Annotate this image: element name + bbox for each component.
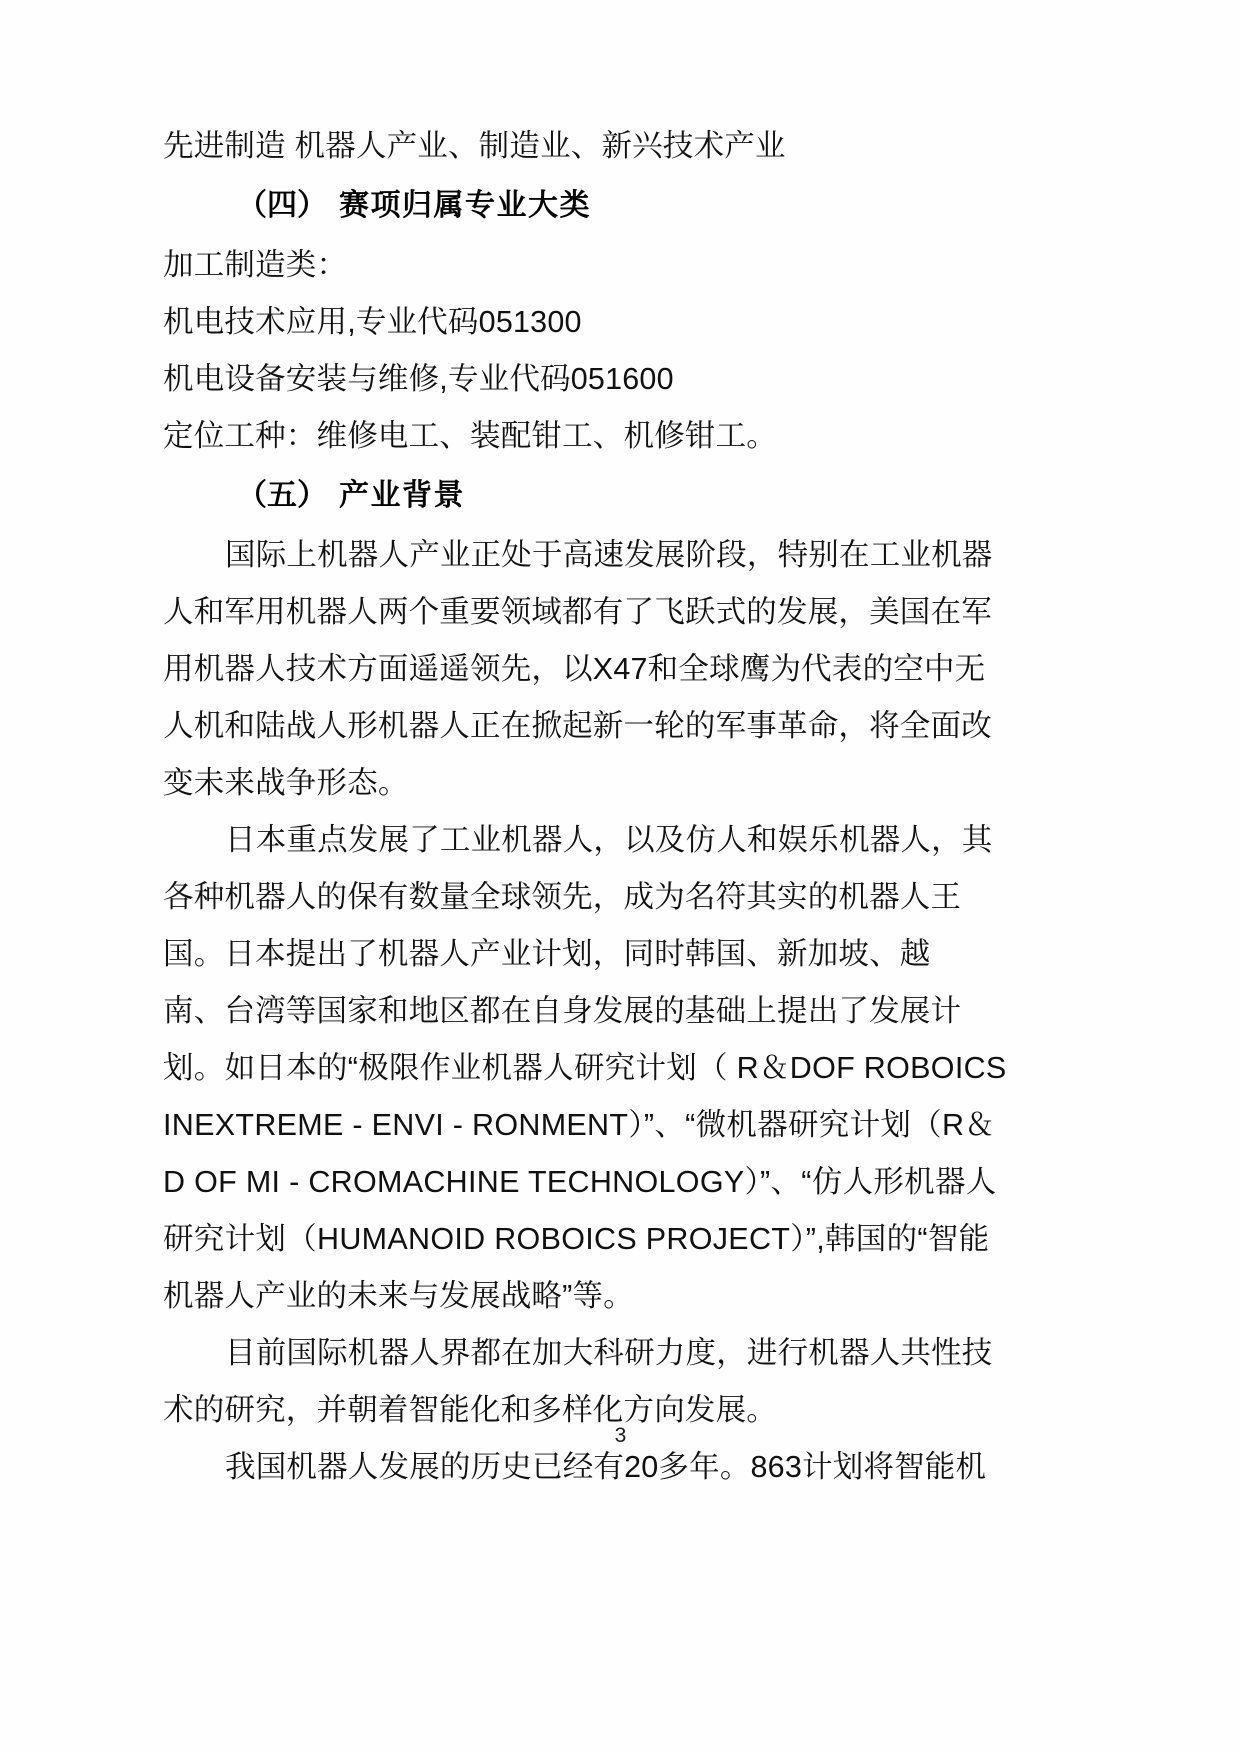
section-heading-5 [163,465,938,527]
document-body [163,118,1007,1496]
text-line: D OF MI - CROMACHINE TECHNOLOGY）”、“仿人形机器人 [163,1165,997,1199]
text-line: 变未来战争形态。 [163,766,409,800]
text-line: 我国机器人发展的历史已经有20多年。863计划将智能机 [225,1450,987,1484]
text-line: 机电技术应用,专业代码051300 [163,305,582,339]
text-line: 各种机器人的保有数量全球领先，成为名符其实的机器人王 [163,880,962,914]
text-line: 划。如日本的“极限作业机器人研究计划（ R＆DOF ROBOICS [163,1051,1007,1085]
text-line: 用机器人技术方面遥遥领先，以X47和全球鹰为代表的空中无 [163,652,986,686]
section-title: 赛项归属专业大类 [339,189,591,222]
text-line: 定位工种：维修电工、装配钳工、机修钳工。 [163,419,777,453]
page-number: 3 [614,1424,627,1447]
section-heading-4 [163,175,938,237]
text-line: 术的研究，并朝着智能化和多样化方向发展。 [163,1393,777,1427]
section-number: （五） [237,479,327,512]
text-line: 国。日本提出了机器人产业计划，同时韩国、新加坡、越 [163,937,931,971]
text-line: 人机和陆战人形机器人正在掀起新一轮的军事革命，将全面改 [163,709,992,743]
text-line: 目前国际机器人界都在加大科研力度，进行机器人共性技 [225,1336,993,1370]
text-line: 国际上机器人产业正处于高速发展阶段，特别在工业机器 [225,538,993,572]
section-number: （四） [237,189,327,222]
text-line: 先进制造 机器人产业、制造业、新兴技术产业 [163,129,786,163]
text-line: 人和军用机器人两个重要领域都有了飞跃式的发展，美国在军 [163,595,992,629]
text-line: 机器人产业的未来与发展战略”等。 [163,1279,634,1313]
text-line: INEXTREME - ENVI - RONMENT）”、“微机器研究计划（R＆ [163,1108,996,1142]
text-line: 南、台湾等国家和地区都在自身发展的基础上提出了发展计 [163,994,962,1028]
text-line: 加工制造类： [163,248,348,282]
text-line: 日本重点发展了工业机器人，以及仿人和娱乐机器人，其 [225,823,993,857]
section-title: 产业背景 [339,479,465,512]
text-line: 机电设备安装与维修,专业代码051600 [163,362,674,396]
text-line: 研究计划（HUMANOID ROBOICS PROJECT）”,韩国的“智能 [163,1222,990,1256]
